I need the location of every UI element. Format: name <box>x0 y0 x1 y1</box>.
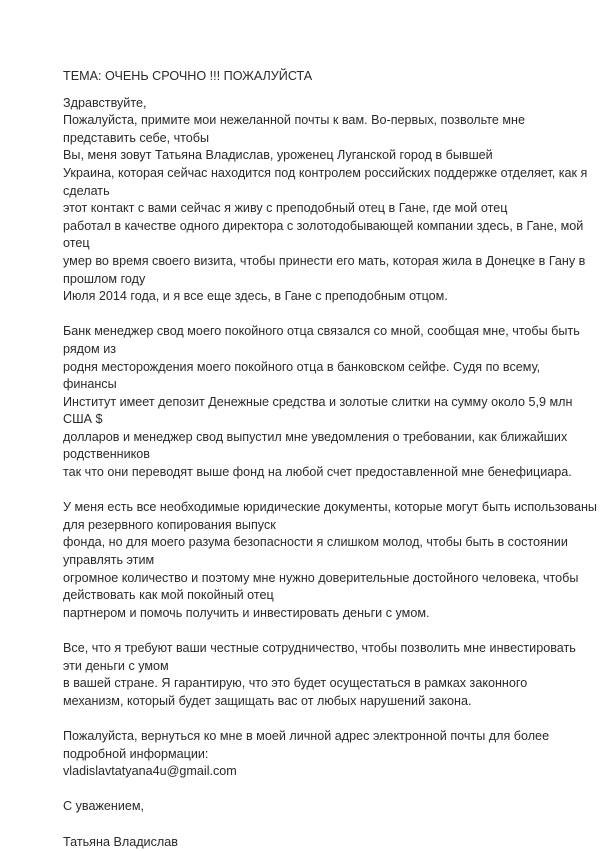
text-line: финансы <box>63 377 117 392</box>
closing: С уважением, <box>63 799 145 814</box>
text-line: действовать как мой покойный отец <box>63 588 274 603</box>
paragraph-spacer <box>63 816 583 834</box>
text-line: Банк менеджер свод моего покойного отца связался со мной, сообщая мне, чтобы быть <box>63 324 580 339</box>
paragraph-spacer <box>63 482 583 500</box>
text-line: Пожалуйста, вернуться ко мне в моей личной адрес электронной почты для более <box>63 728 550 743</box>
letter-document <box>63 68 597 851</box>
subject-line: ТЕМА: ОЧЕНЬ СРОЧНО !!! ПОЖАЛУЙСТА <box>63 69 313 83</box>
text-line: этот контакт с вами сейчас я живу с преподобный отец в Гане, где мой отец <box>63 201 508 216</box>
text-line: Институт имеет депозит Денежные средства и золотые слитки на сумму около 5,9 млн <box>63 394 573 409</box>
greeting: Здравствуйте, <box>63 95 147 110</box>
text-line: родня месторождения моего покойного отца в банковском сейфе. Судя по всему, <box>63 359 541 374</box>
text-line: фонда, но для моего разума безопасности я слишком молод, чтобы быть в состоянии <box>63 535 568 550</box>
text-line: Все, что я требуют ваши честные сотрудничество, чтобы позволить мне инвестировать <box>63 641 576 655</box>
paragraph-bank <box>63 323 583 481</box>
text-line: работал в качестве одного директора с золотодобывающей компании здесь, в Гане, мой <box>63 218 584 233</box>
text-line: управлять этим <box>63 553 155 568</box>
text-line: огромное количество и поэтому мне нужно доверительные достойного человека, чтобы <box>63 570 579 585</box>
paragraph-cooperation <box>63 640 583 710</box>
text-line: представить себе, чтобы <box>63 130 210 145</box>
text-line: в вашей стране. Я гарантирую, что это будет осущестаться в рамках законного <box>63 676 528 691</box>
text-line: долларов и менеджер свод выпустил мне уведомления о требовании, как ближайших <box>63 429 568 444</box>
text-line: Пожалуйста, примите мои нежеланной почты к вам. Во-первых, позвольте мне <box>63 113 525 128</box>
text-line: У меня есть все необходимые юридические документы, которые могут быть использованы <box>63 500 597 515</box>
paragraph-documents <box>63 499 597 622</box>
text-line: Вы, меня зовут Татьяна Владислав, уроженец Луганской город в бывшей <box>63 148 493 163</box>
signature: Татьяна Владислав <box>63 834 178 849</box>
paragraph-spacer <box>63 781 583 799</box>
paragraph-spacer <box>63 622 583 640</box>
text-line: США $ <box>63 412 103 427</box>
text-line: Украина, которая сейчас находится под контролем российских поддержке отделяет, как я <box>63 165 588 180</box>
text-line: эти деньги с умом <box>63 658 169 673</box>
text-line: партнером и помочь получить и инвестировать деньги с умом. <box>63 605 430 620</box>
paragraph-intro <box>63 112 588 306</box>
paragraph-spacer <box>63 710 583 728</box>
text-line: родственников <box>63 447 150 462</box>
text-line: подробной информации: <box>63 746 209 761</box>
text-line: рядом из <box>63 341 117 356</box>
paragraph-spacer <box>63 306 583 324</box>
text-line: прошлом году <box>63 271 146 286</box>
text-line: механизм, который будет защищать вас от любых нарушений закона. <box>63 693 472 708</box>
text-line: для резервного копирования выпуск <box>63 517 276 532</box>
text-line: Июля 2014 года, и я все еще здесь, в Гане с преподобным отцом. <box>63 289 448 304</box>
text-line: сделать <box>63 183 110 198</box>
text-line: отец <box>63 236 90 251</box>
email-address: vladislavtatyana4u@gmail.com <box>63 764 237 779</box>
text-line: так что они переводят выше фонд на любой счет предоставленной мне бенефициара. <box>63 465 572 480</box>
text-line: умер во время своего визита, чтобы принести его мать, которая жила в Донецке в Гану в <box>63 253 586 268</box>
paragraph-contact <box>63 728 583 781</box>
